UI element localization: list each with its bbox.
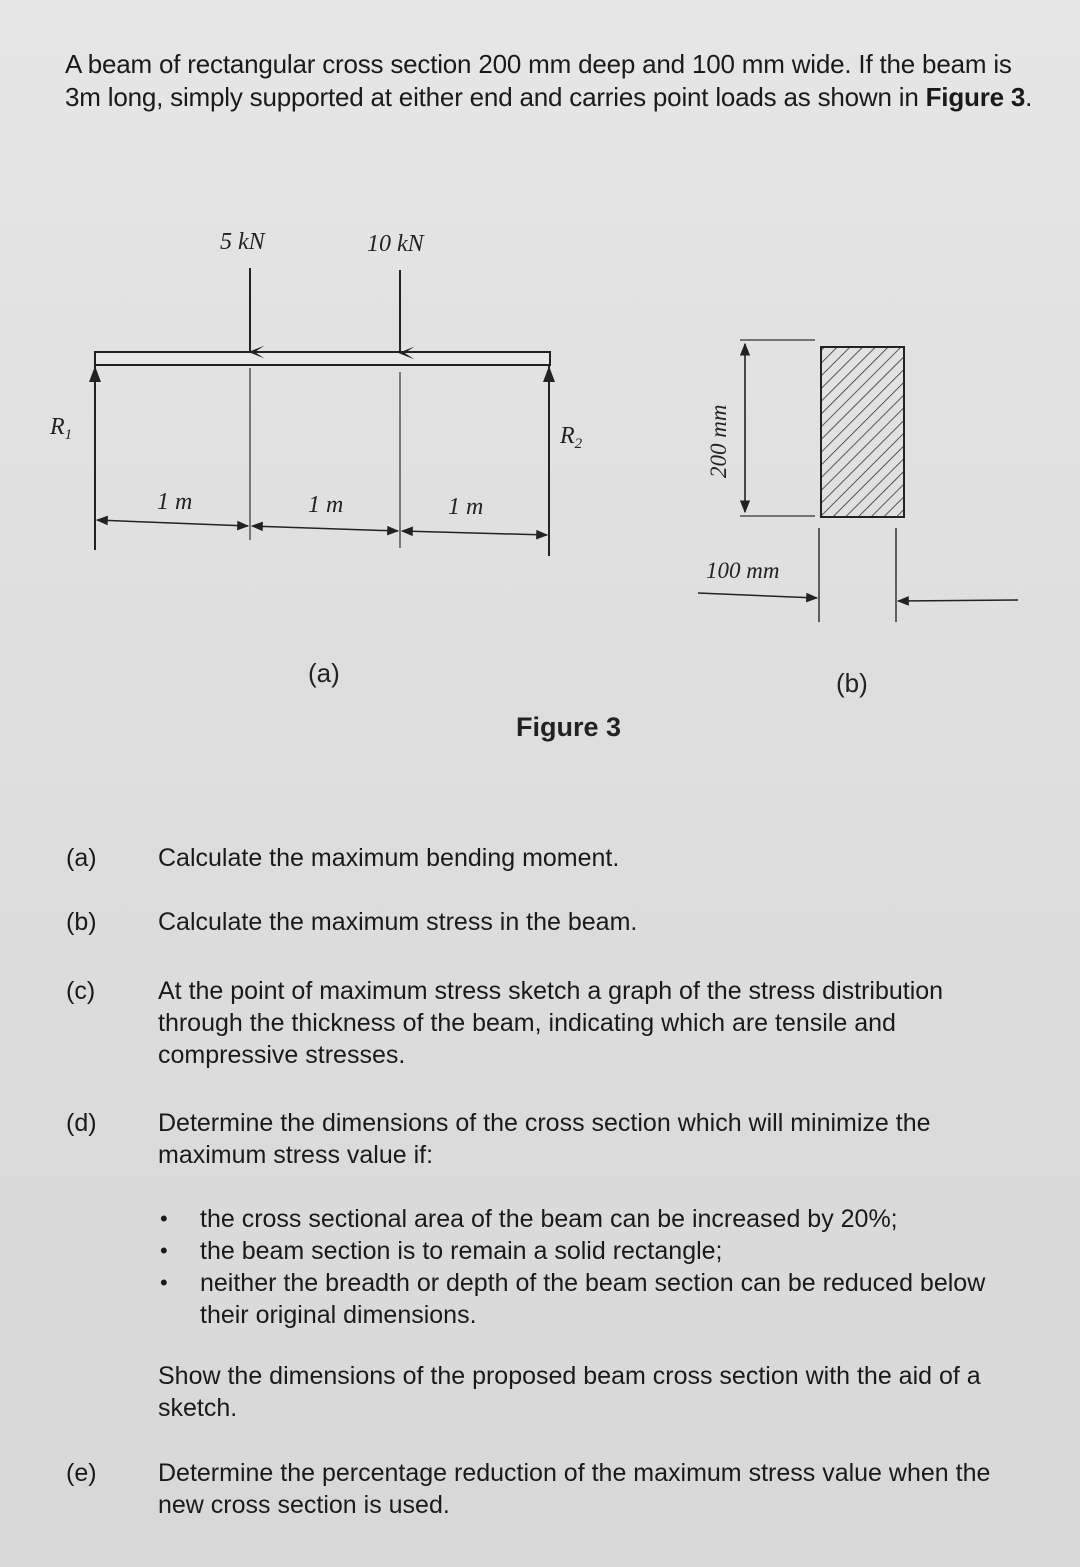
span-dimension-1	[97, 520, 248, 526]
bullet-icon: •	[160, 1270, 168, 1295]
question-d-note	[158, 1360, 1048, 1426]
subfigure-label-b: (b)	[836, 668, 868, 698]
depth-label: 200 mm	[706, 404, 731, 478]
question-c-text: At the point of maximum stress sketch a graph of the stress distribution through the thickness of the beam, indicating which are tensile and compressive stresses.	[158, 977, 944, 1069]
figure-reference: Figure 3	[925, 82, 1026, 112]
intro-text: A beam of rectangular cross section 200 mm deep and 100 mm wide. If the beam is 3m long, simply supported at either end and carries point loads as shown in	[65, 49, 1012, 112]
bullet-icon: •	[160, 1238, 168, 1263]
beam	[95, 352, 550, 365]
question-d	[66, 1107, 1046, 1173]
reaction-arrow-left	[89, 366, 101, 382]
condition-item	[160, 1235, 1040, 1267]
condition-item	[160, 1267, 1040, 1331]
question-a-text: Calculate the maximum bending moment.	[158, 844, 620, 872]
span-dimension-2	[252, 526, 398, 531]
question-d-note-text: Show the dimensions of the proposed beam cross section with the aid of a sketch.	[158, 1362, 981, 1422]
condition-item	[160, 1203, 1040, 1235]
question-b	[66, 906, 1046, 940]
reaction-label-r1: $R_1$	[50, 414, 73, 443]
span-label-3: 1 m	[448, 494, 484, 520]
question-c	[66, 975, 1046, 1075]
condition-text: the cross sectional area of the beam can be increased by 20%;	[200, 1205, 898, 1233]
span-label-2: 1 m	[308, 492, 344, 518]
bullet-icon: •	[160, 1206, 168, 1231]
reaction-label-r2: $R_2$	[560, 423, 583, 452]
width-arrow-right	[898, 600, 1018, 601]
question-d-label: (d)	[66, 1109, 97, 1137]
width-label: 100 mm	[706, 558, 780, 583]
condition-text: the beam section is to remain a solid rectangle;	[200, 1237, 723, 1265]
question-d-text: Determine the dimensions of the cross section which will minimize the maximum stress value if:	[158, 1109, 931, 1169]
load-label-5kn: 5 kN	[220, 229, 265, 255]
question-b-label: (b)	[66, 908, 97, 936]
condition-text: neither the breadth or depth of the beam section can be reduced below their original dimensions.	[200, 1269, 986, 1329]
beam-diagram	[49, 229, 583, 688]
question-c-label: (c)	[66, 977, 96, 1005]
figure-3	[0, 200, 1080, 760]
cross-section-diagram	[698, 340, 1018, 698]
figure-caption: Figure 3	[516, 712, 622, 742]
width-arrow-left	[698, 593, 817, 598]
question-d-conditions	[160, 1203, 1040, 1331]
question-a	[66, 842, 1046, 876]
cross-section	[821, 347, 904, 517]
intro-end: .	[1025, 82, 1033, 112]
problem-statement	[65, 48, 1045, 114]
question-a-label: (a)	[66, 844, 97, 872]
span-dimension-3	[402, 531, 547, 535]
span-label-1: 1 m	[157, 489, 193, 515]
question-e-text: Determine the percentage reduction of the maximum stress value when the new cross section is used.	[158, 1459, 991, 1519]
subfigure-label-a: (a)	[308, 658, 340, 688]
question-e-label: (e)	[66, 1459, 97, 1487]
reaction-arrow-right	[543, 366, 555, 382]
load-label-10kn: 10 kN	[367, 231, 424, 257]
question-b-text: Calculate the maximum stress in the beam.	[158, 908, 638, 936]
question-e	[66, 1457, 1046, 1523]
